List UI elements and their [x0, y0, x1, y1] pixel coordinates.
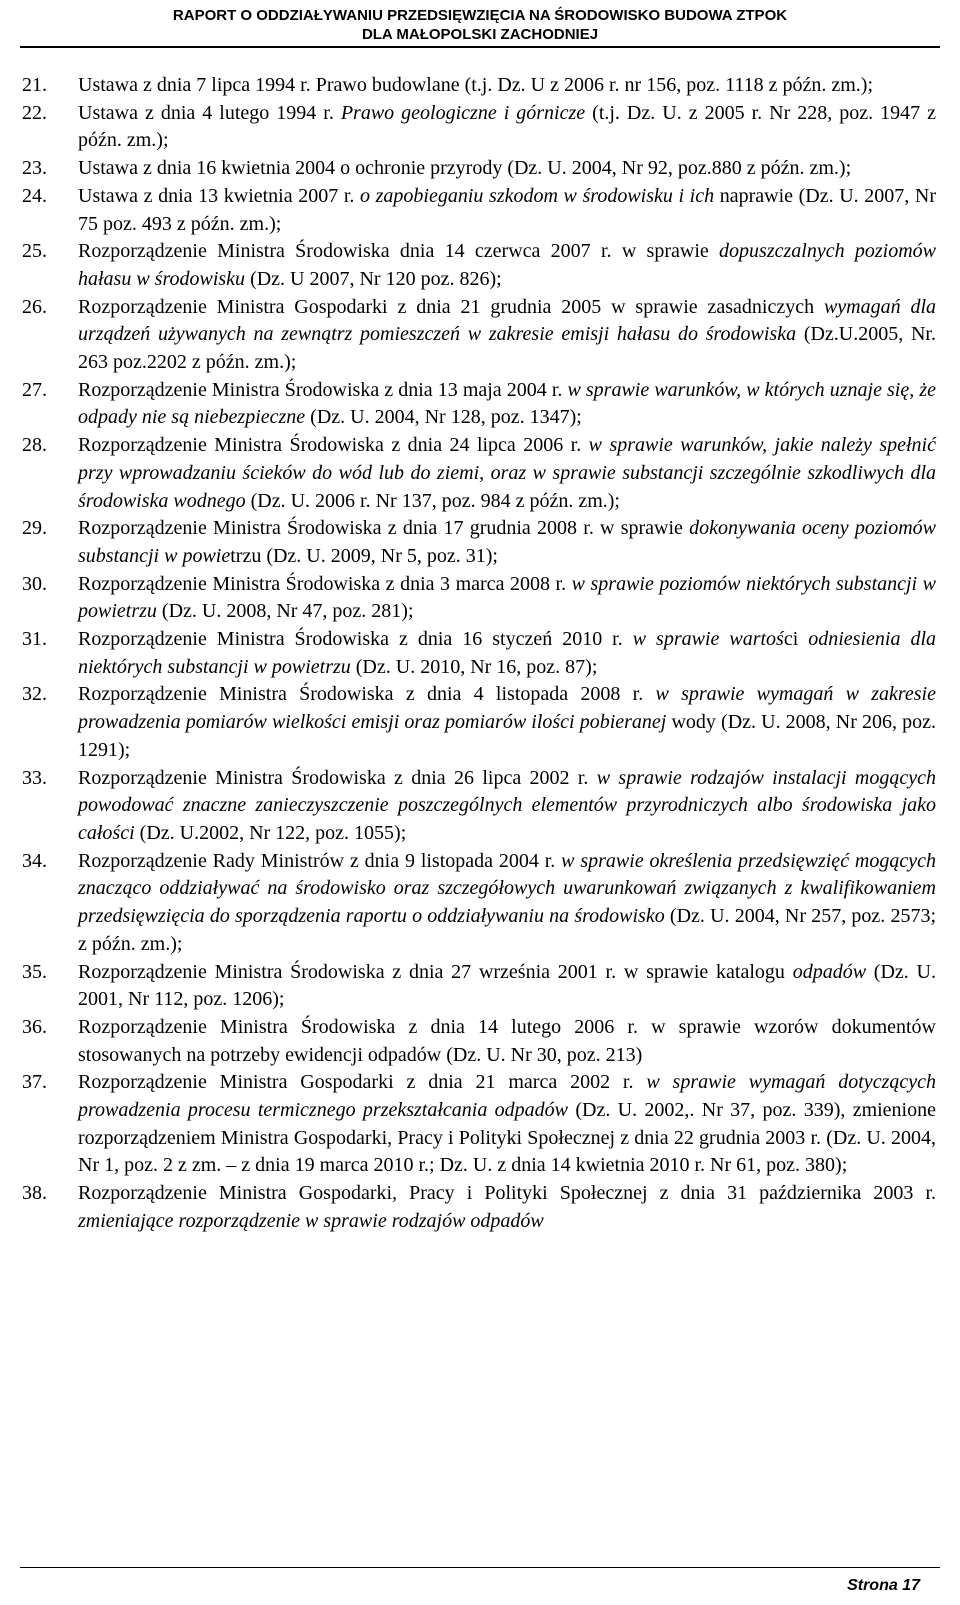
reference-title-italic: w sprawie wymagań dotyczących prowadzenia procesu termicznego przekształcania odpadów — [78, 1071, 936, 1122]
reference-text — [78, 102, 936, 152]
reference-number: 35. — [22, 960, 47, 983]
reference-text — [78, 74, 873, 96]
reference-item — [22, 571, 936, 626]
reference-number: 29. — [22, 517, 47, 540]
reference-title-italic: w sprawie określenia przedsięwzięć mogących znacząco oddziaływać na środowisko oraz szczegółowych uwarunkowań związanych z kwalifikowaniem przedsięwzięcia do sporządzenia raportu o oddziaływaniu na środowisko — [78, 849, 936, 928]
reference-text — [78, 1016, 936, 1066]
reference-text-segment: Ustawa z dnia 13 kwietnia 2007 r. — [78, 184, 361, 207]
reference-text-segment: (Dz. U. 2006 r. Nr 137, poz. 984 z późn. zm.); — [245, 489, 620, 512]
reference-text — [78, 961, 936, 1011]
reference-text — [78, 517, 936, 567]
reference-text-segment: Rozporządzenie Ministra Środowiska dnia 14 czerwca 2007 r. w sprawie — [78, 240, 720, 263]
reference-text — [78, 683, 936, 760]
reference-text — [78, 1071, 936, 1176]
reference-item — [22, 1014, 936, 1069]
reference-text-segment: (Dz.U.2005, Nr. 263 poz.2202 z późn. zm.); — [78, 323, 936, 374]
reference-text — [78, 850, 936, 955]
reference-item — [22, 848, 936, 959]
reference-text-segment: Rozporządzenie Ministra Gospodarki z dnia 21 marca 2002 r. — [78, 1071, 647, 1094]
reference-text — [78, 379, 936, 429]
reference-item — [22, 1069, 936, 1180]
reference-item — [22, 238, 936, 293]
reference-text — [78, 185, 936, 235]
reference-text — [78, 296, 936, 373]
reference-number: 30. — [22, 572, 47, 595]
reference-item — [22, 959, 936, 1014]
reference-text — [78, 1182, 936, 1232]
reference-number: 36. — [22, 1015, 47, 1038]
reference-text-segment: (Dz. U. 2004, Nr 128, poz. 1347); — [305, 406, 582, 429]
reference-text-segment: Rozporządzenie Ministra Środowiska z dnia 17 grudnia 2008 r. w sprawie — [78, 517, 690, 540]
reference-item — [22, 155, 936, 183]
reference-title-italic: zmieniające rozporządzenie w sprawie rodzajów odpadów — [78, 1209, 544, 1232]
reference-number: 32. — [22, 683, 47, 706]
reference-text-segment: Rozporządzenie Ministra Środowiska z dnia 26 lipca 2002 r. — [78, 766, 597, 789]
footer-divider — [20, 1567, 940, 1568]
reference-item — [22, 681, 936, 764]
reference-number: 38. — [22, 1182, 47, 1205]
reference-title-italic: odniesienia dla niektórych substancji w powietrzu — [78, 628, 936, 678]
reference-title-italic: dopuszczalnych poziomów hałasu w środowisku — [78, 240, 936, 290]
reference-text-segment: trzu (Dz. U. 2009, Nr 5, poz. 31); — [230, 544, 498, 567]
reference-text-segment: Rozporządzenie Ministra Gospodarki, Pracy i Polityki Społecznej z dnia 31 października 2003 r. — [78, 1182, 936, 1205]
reference-item — [22, 294, 936, 377]
reference-title-italic: odpadów — [792, 960, 867, 983]
reference-number: 24. — [22, 184, 47, 207]
reference-title-italic: wymagań dla urządzeń używanych na zewnątrz pomieszczeń w zakresie emisji hałasu do środowiska — [78, 295, 937, 346]
reference-number: 22. — [22, 101, 47, 124]
reference-item — [22, 377, 936, 432]
reference-text-segment: Rozporządzenie Ministra Środowiska z dnia 13 maja 2004 r. — [78, 378, 568, 401]
reference-item — [22, 72, 936, 100]
reference-text-segment: Rozporządzenie Ministra Środowiska z dnia 14 lutego 2006 r. w sprawie wzorów dokumentów stosowanych na potrzeby ewidencji odpadów (Dz. U. Nr 30, poz. 213) — [78, 1015, 936, 1066]
reference-title-italic: dokonywania oceny poziomów substancji w powie — [78, 517, 936, 567]
reference-item — [22, 100, 936, 155]
reference-text-segment: Rozporządzenie Ministra Środowiska z dnia 24 lipca 2006 r. — [78, 434, 589, 457]
reference-text-segment: (Dz. U.2002, Nr 122, poz. 1055); — [134, 821, 407, 844]
reference-number: 28. — [22, 434, 47, 457]
page-header — [0, 6, 960, 44]
reference-number: 27. — [22, 378, 47, 401]
reference-number: 21. — [22, 74, 47, 96]
reference-text-segment: ci — [783, 628, 809, 651]
reference-text — [78, 628, 936, 678]
reference-number: 37. — [22, 1071, 47, 1094]
reference-number: 23. — [22, 157, 47, 180]
reference-text-segment: Ustawa z dnia 4 lutego 1994 r. — [78, 101, 341, 124]
reference-title-italic: w sprawie poziomów niektórych substancji w powietrzu — [78, 572, 936, 623]
reference-text-segment: naprawie (Dz. U. 2007, Nr 75 poz. 493 z późn. zm.); — [78, 184, 937, 235]
reference-item — [22, 432, 936, 515]
reference-title-italic: w sprawie rodzajów instalacji mogących powodować znaczne zanieczyszczenie poszczególnych elementów przyrodniczych albo środowiska jako całości — [78, 766, 936, 844]
reference-text — [78, 573, 936, 623]
reference-text-segment: Rozporządzenie Ministra Gospodarki z dnia 21 grudnia 2005 w sprawie zasadniczych — [78, 295, 824, 318]
reference-text — [78, 240, 936, 290]
reference-number: 31. — [22, 628, 47, 651]
reference-text — [78, 767, 936, 844]
reference-number: 33. — [22, 766, 47, 789]
reference-text-segment: (Dz. U. 2001, Nr 112, poz. 1206); — [78, 960, 936, 1011]
reference-text-segment: Rozporządzenie Ministra Środowiska z dnia 27 września 2001 r. w sprawie katalogu — [78, 960, 793, 983]
reference-item — [22, 1180, 936, 1235]
reference-text — [78, 434, 936, 511]
header-divider — [20, 46, 940, 48]
reference-item — [22, 183, 936, 238]
reference-text-segment: (Dz. U 2007, Nr 120 poz. 826); — [245, 267, 502, 290]
reference-text-segment: wody (Dz. U. 2008, Nr 206, poz. 1291); — [78, 711, 936, 761]
reference-text-segment: Ustawa z dnia 7 lipca 1994 r. Prawo budowlane (t.j. Dz. U z 2006 r. nr 156, poz. 1118 z późn. zm.); — [78, 74, 873, 96]
reference-title-italic: w sprawie wartoś — [632, 628, 784, 651]
page-number: Strona 17 — [847, 1577, 920, 1594]
reference-text-segment: Ustawa z dnia 16 kwietnia 2004 o ochronie przyrody (Dz. U. 2004, Nr 92, poz.880 z późn. zm.); — [78, 157, 852, 180]
reference-number: 26. — [22, 295, 47, 318]
reference-list — [22, 72, 936, 1236]
header-title-line-2: DLA MAŁOPOLSKI ZACHODNIEJ — [361, 26, 599, 43]
reference-title-italic: w sprawie warunków, jakie należy spełnić przy wprowadzaniu ścieków do wód lub do ziemi, oraz w sprawie substancji szczególnie szkodliwych dla środowiska wodnego — [78, 434, 936, 512]
reference-text-segment: (Dz. U. 2010, Nr 16, poz. 87); — [350, 655, 598, 678]
reference-item — [22, 626, 936, 681]
reference-text-segment: (Dz. U. 2008, Nr 47, poz. 281); — [156, 600, 414, 623]
reference-title-italic: w sprawie wymagań w zakresie prowadzenia pomiarów wielkości emisji oraz pomiarów ilości pobieranej — [78, 683, 936, 734]
reference-number: 25. — [22, 240, 47, 263]
reference-item — [22, 765, 936, 848]
reference-title-italic: Prawo geologiczne i górnicze — [340, 101, 586, 124]
reference-title-italic: w sprawie warunków, w których uznaje się, że odpady nie są niebezpieczne — [78, 378, 936, 429]
header-title-line-1: RAPORT O ODDZIAŁYWANIU PRZEDSIĘWZIĘCIA NA ŚRODOWISKO BUDOWA ZTPOK — [172, 7, 788, 24]
reference-text-segment: Rozporządzenie Ministra Środowiska z dnia 3 marca 2008 r. — [78, 572, 572, 595]
reference-text — [78, 157, 851, 179]
reference-text-segment: Rozporządzenie Ministra Środowiska z dnia 4 listopada 2008 r. — [78, 683, 656, 706]
reference-text-segment: (Dz. U. 2002,. Nr 37, poz. 339), zmienione rozporządzeniem Ministra Gospodarki, Pracy i Polityki Społecznej z dnia 22 grudnia 2003 r. (Dz. U. 2004, Nr 1, poz. 2 z zm. – z dnia 19 marca 2010 r.; Dz. U. z dnia 14 kwietnia 2010 r. Nr 61, poz. 380); — [78, 1099, 936, 1177]
reference-text-segment: Rozporządzenie Rady Ministrów z dnia 9 listopada 2004 r. — [78, 849, 562, 872]
reference-text-segment: Rozporządzenie Ministra Środowiska z dnia 16 styczeń 2010 r. — [78, 628, 633, 651]
reference-title-italic: o zapobieganiu szkodom w środowisku i ich — [360, 184, 715, 207]
reference-item — [22, 515, 936, 570]
reference-text-segment: (t.j. Dz. U. z 2005 r. Nr 228, poz. 1947 z późn. zm.); — [78, 101, 936, 152]
reference-number: 34. — [22, 849, 47, 872]
reference-text-segment: (Dz. U. 2004, Nr 257, poz. 2573; z późn. zm.); — [78, 905, 936, 955]
